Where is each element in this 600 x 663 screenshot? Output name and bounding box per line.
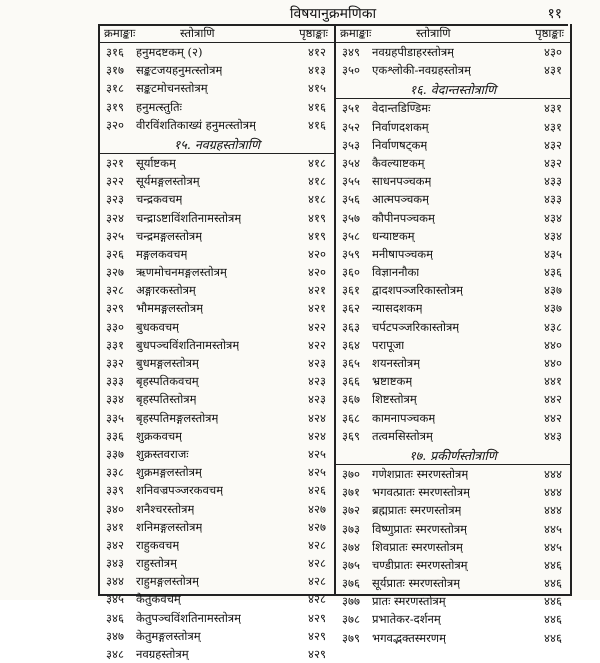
entry-title: भौममङ्गलस्तोत्रम् [136,301,204,316]
entry-title: केतुपञ्चविंशतिनामस्तोत्रम् [136,610,242,625]
entry-number: ३६५ [342,356,360,370]
index-entry [100,463,334,481]
entry-title: ब्रह्मप्रातः स्मरणस्तोत्रम् [372,503,462,518]
entry-page: ४१८ [308,174,326,189]
index-entry [100,79,334,97]
entry-page: ४१९ [308,210,326,225]
entry-page: ४३७ [544,283,562,298]
index-entry [336,154,570,172]
entry-page: ४२६ [308,483,326,498]
index-entry [336,556,570,574]
entry-number: ३५० [342,63,360,78]
entry-title: चण्डीप्रातः स्मरणस्तोत्रम् [372,557,468,572]
entry-page: ४२८ [308,556,326,571]
entry-page: ४२७ [308,519,326,534]
index-entry [336,427,570,445]
entry-page: ४३४ [544,210,562,225]
entry-number: ३५६ [342,192,360,207]
entry-number: ३५९ [342,246,360,261]
index-entry [100,481,334,499]
entry-number: ३३२ [106,356,124,370]
header-kramank: क्रमाङ्काः [104,26,136,40]
entry-page: ४१३ [308,63,326,78]
entry-page: ४३२ [544,137,562,152]
entry-title: शिवप्रातः स्मरणस्तोत्रम् [372,539,463,554]
entry-number: ३१७ [106,63,124,78]
header-stotrani: स्तोत्राणि [180,26,215,40]
header-prishthank: पृष्ठाङ्काः [535,26,564,40]
entry-number: ३३९ [106,483,124,498]
entry-page: ४२९ [308,628,326,643]
entry-number: ३१६ [106,45,124,59]
section-title: १५. नवग्रहस्तोत्राणि [173,136,261,152]
entry-number: ३४५ [106,592,124,607]
entry-title: सङ्कटमोचनस्तोत्रम् [136,81,208,96]
entry-number: ३३१ [106,337,124,352]
index-entry [336,574,570,592]
entry-page: ४४६ [544,612,562,627]
entry-page: ४४५ [544,521,562,536]
entry-title: न्यासदशकम् [372,301,423,316]
entry-number: ३७८ [342,612,360,627]
entry-page: ४४४ [544,503,562,518]
index-entry [100,354,334,372]
entry-page: ४१८ [308,192,326,207]
entry-number: ३३७ [106,446,124,461]
index-entry [100,409,334,427]
entry-number: ३६४ [342,337,360,352]
index-entry [100,645,334,663]
index-entry [336,61,570,79]
right-rows [336,43,570,647]
index-entry [100,299,334,317]
left-rows [100,43,334,663]
section-title: १६. वेदान्तस्तोत्राणि [409,82,497,98]
entry-number: ३३६ [106,428,124,443]
index-entry [336,629,570,647]
entry-number: ३४४ [106,574,124,589]
entry-page: ४२० [308,246,326,261]
entry-number: ३२३ [106,192,124,207]
entry-page: ४४४ [544,485,562,500]
entry-title: चन्द्रमङ्गलस्तोत्रम् [136,228,203,243]
entry-page: ४१६ [308,99,326,114]
entry-number: ३७२ [342,503,360,518]
index-entry [336,172,570,190]
entry-page: ४४० [544,356,562,370]
index-entry [336,390,570,408]
entry-title: भ्रष्टाष्टकम् [372,374,413,389]
entry-title: सूर्याष्टकम् [136,155,176,170]
entry-number: ३५३ [342,137,360,152]
entry-title: मङ्गलकवचम् [136,246,188,261]
entry-title: धन्याष्टकम् [372,228,415,243]
entry-title: तत्वमसिस्तोत्रम् [372,428,433,443]
entry-title: भगवद्भक्तस्मरणम् [372,630,446,645]
right-column [336,24,570,645]
entry-number: ३७० [342,466,360,481]
entry-title: बृहस्पतिकवचम् [136,374,199,389]
entry-title: बृहस्पतिस्तोत्रम् [136,392,197,407]
index-entry [100,227,334,245]
entry-number: ३५१ [342,101,360,116]
entry-number: ३२२ [106,174,124,189]
entry-page: ४२२ [308,337,326,352]
entry-number: ३६९ [342,428,360,443]
index-entry [100,116,334,134]
entry-title: शिष्टस्तोत्रम् [372,392,417,407]
entry-title: प्रातः स्मरणस्तोत्रम् [372,594,446,609]
entry-page: ४३६ [544,265,562,280]
entry-title: बुधपञ्चविंशतिनामस्तोत्रम् [136,337,240,352]
entry-title: विज्ञाननौका [372,265,420,280]
entry-title: कैवल्याष्टकम् [372,155,425,170]
entry-number: ३२१ [106,155,124,170]
entry-title: बृहस्पतिमङ्गलस्तोत्रम् [136,410,219,425]
entry-title: राहुस्तोत्रम् [136,556,178,571]
index-entry [336,209,570,227]
header-prishthank: पृष्ठाङ्काः [299,26,328,40]
entry-page: ४४६ [544,594,562,609]
entry-page: ४४६ [544,630,562,645]
entry-title: शयनस्तोत्रम् [372,356,421,370]
section-heading [336,79,570,99]
entry-title: भगवत्प्रातः स्मरणस्तोत्रम् [372,485,470,500]
entry-number: ३६७ [342,392,360,407]
entry-number: ३७४ [342,539,360,554]
index-entry [336,501,570,519]
entry-number: ३६६ [342,374,360,389]
entry-page: ४३१ [544,119,562,134]
index-entry [336,354,570,372]
entry-title: निर्वाणषट्कम् [372,137,428,152]
entry-number: ३५२ [342,119,360,134]
entry-number: ३६२ [342,301,360,316]
index-entry [100,518,334,536]
entry-page: ४४६ [544,576,562,591]
index-entry [100,390,334,408]
index-entry [336,336,570,354]
entry-page: ४४२ [544,392,562,407]
entry-page: ४३३ [544,174,562,189]
column-header [100,24,334,43]
index-entry [336,520,570,538]
section-title: १७. प्रकीर्णस्तोत्राणि [409,447,497,463]
index-entry [336,263,570,281]
entry-page: ४२५ [308,465,326,480]
entry-title: कामनापञ्चकम् [372,410,436,425]
entry-title: चर्पटपञ्जरिकास्तोत्रम् [372,319,460,334]
entry-page: ४३० [544,45,562,59]
entry-number: ३२९ [106,301,124,316]
entry-page: ४३८ [544,319,562,334]
entry-title: शुक्रकवचम् [136,428,183,443]
entry-page: ४२९ [308,610,326,625]
entry-page: ४४२ [544,410,562,425]
entry-title: ऋणमोचनमङ्गलस्तोत्रम् [136,265,227,280]
index-entry [100,154,334,172]
entry-number: ३२७ [106,265,124,280]
entry-title: केतुमङ्गलस्तोत्रम् [136,628,201,643]
entry-number: ३१९ [106,99,124,114]
index-entry [100,336,334,354]
entry-page: ४२३ [308,374,326,389]
entry-number: ३४७ [106,628,124,643]
entry-page: ४२८ [308,574,326,589]
entry-title: विष्णुप्रातः स्मरणस्तोत्रम् [372,521,468,536]
header-kramank: क्रमाङ्काः [340,26,372,40]
index-entry [100,445,334,463]
entry-page: ४२२ [308,319,326,334]
entry-title: परापूजा [372,337,405,352]
index-entry [336,483,570,501]
entry-page: ४१२ [308,45,326,59]
entry-number: ३२४ [106,210,124,225]
entry-title: सङ्कटजयहनुमत्स्तोत्रम् [136,63,223,78]
entry-title: नवग्रहपीडाहरस्तोत्रम् [372,45,455,59]
entry-number: ३२५ [106,228,124,243]
entry-number: ३५७ [342,210,360,225]
left-column [100,24,336,661]
index-entry [100,627,334,645]
index-entry [336,99,570,117]
entry-title: मनीषापञ्चकम् [372,246,434,261]
entry-page: ४२८ [308,537,326,552]
entry-title: नवग्रहस्तोत्रम् [136,647,189,661]
index-entry [100,572,334,590]
index-entry [100,190,334,208]
entry-title: सूर्यमङ्गलस्तोत्रम् [136,174,200,189]
entry-page: ४१५ [308,81,326,96]
entry-title: वेदान्तडिण्डिमः [372,101,431,116]
entry-number: ३७७ [342,594,360,609]
entry-number: ३७१ [342,485,360,500]
entry-page: ४२८ [308,592,326,607]
page-header [98,2,568,26]
entry-title: शनिमङ्गलस्तोत्रम् [136,519,203,534]
entry-number: ३६० [342,265,360,280]
section-heading [100,134,334,154]
entry-number: ३२६ [106,246,124,261]
index-entry [100,536,334,554]
entry-page: ४२३ [308,392,326,407]
entry-title: शनैश्चरस्तोत्रम् [136,501,195,516]
entry-title: कौपीनपञ्चकम् [372,210,435,225]
entry-title: प्रभातेकर-दर्शनम् [372,612,441,627]
index-entry [336,281,570,299]
entry-title: राहुकवचम् [136,537,180,552]
entry-title: बुधमङ्गलस्तोत्रम् [136,356,199,370]
entry-number: ३५८ [342,228,360,243]
entry-number: ३७६ [342,576,360,591]
index-entry [336,409,570,427]
entry-title: आत्मपञ्चकम् [372,192,430,207]
entry-page: ४२१ [308,301,326,316]
entry-number: ३७९ [342,630,360,645]
page-title: विषयानुक्रमणिका [289,6,377,22]
entry-page: ४४६ [544,557,562,572]
index-entry [336,299,570,317]
entry-number: ३६३ [342,319,360,334]
entry-number: ३५५ [342,174,360,189]
entry-number: ३४१ [106,519,124,534]
entry-title: वीरविंशतिकाख्यं हनुमत्स्तोत्रम् [136,117,256,132]
entry-number: ३६१ [342,283,360,298]
entry-page: ४१९ [308,228,326,243]
entry-title: अङ्गारकस्तोत्रम् [136,283,196,298]
entry-page: ४४५ [544,539,562,554]
index-entry [100,427,334,445]
entry-number: ३४३ [106,556,124,571]
index-entry [336,245,570,263]
index-entry [336,136,570,154]
index-entry [336,592,570,610]
index-entry [336,190,570,208]
entry-number: ३७३ [342,521,360,536]
header-stotrani: स्तोत्राणि [416,26,451,40]
index-entry [100,263,334,281]
entry-number: ३२८ [106,283,124,298]
index-entry [336,118,570,136]
index-entry [100,43,334,61]
index-entry [100,61,334,79]
entry-number: ३३८ [106,465,124,480]
entry-title: साधनपञ्चकम् [372,174,432,189]
entry-page: ४३५ [544,246,562,261]
index-entry [100,554,334,572]
entry-page: ४३३ [544,192,562,207]
entry-number: ३३४ [106,392,124,407]
entry-title: हनुमदष्टकम् (२) [136,45,203,59]
index-entry [336,465,570,483]
entry-page: ४२१ [308,283,326,298]
entry-page: ४४१ [544,374,562,389]
index-entry [336,372,570,390]
entry-title: बुधकवचम् [136,319,180,334]
column-header [336,24,570,43]
entry-number: ३५४ [342,155,360,170]
entry-page: ४४० [544,337,562,352]
entry-title: चन्द्रकवचम् [136,192,183,207]
entry-number: ३३० [106,319,124,334]
entry-page: ४३१ [544,63,562,78]
entry-number: ३४२ [106,537,124,552]
index-entry [336,318,570,336]
entry-page: ४२७ [308,501,326,516]
entry-number: ३६८ [342,410,360,425]
index-entry [100,98,334,116]
entry-title: राहुमङ्गलस्तोत्रम् [136,574,199,589]
entry-title: गणेशप्रातः स्मरणस्तोत्रम् [372,466,469,481]
entry-number: ३२० [106,117,124,132]
entry-number: ३३५ [106,410,124,425]
entry-number: ३३३ [106,374,124,389]
entry-page: ४३७ [544,301,562,316]
entry-page: ४२४ [308,428,326,443]
entry-page: ४२५ [308,446,326,461]
entry-title: शनिवज्रपञ्जरकवचम् [136,483,224,498]
entry-number: ३४६ [106,610,124,625]
entry-number: ३१८ [106,81,124,96]
entry-number: ३४८ [106,647,124,661]
entry-title: केतुकवचम् [136,592,181,607]
section-heading [336,445,570,465]
index-entry [100,500,334,518]
entry-page: ४३२ [544,155,562,170]
entry-page: ४२४ [308,410,326,425]
entry-number: ३४० [106,501,124,516]
entry-title: शुक्रमङ्गलस्तोत्रम् [136,465,202,480]
entry-number: ३४९ [342,45,360,59]
index-entry [100,209,334,227]
index-entry [100,318,334,336]
entry-title: निर्वाणदशकम् [372,119,429,134]
index-table [98,24,572,661]
index-entry [336,610,570,628]
entry-title: सूर्यप्रातः स्मरणस्तोत्रम् [372,576,461,591]
entry-page: ४२३ [308,356,326,370]
entry-page: ४४४ [544,466,562,481]
index-entry [336,227,570,245]
page-number: ११ [547,6,562,22]
entry-page: ४३४ [544,228,562,243]
entry-page: ४४३ [544,428,562,443]
entry-title: हनुमत्स्तुतिः [136,99,182,114]
entry-page: ४१६ [308,117,326,132]
index-entry [336,43,570,61]
index-entry [336,538,570,556]
index-entry [100,172,334,190]
entry-title: शुक्रस्तवराजः [136,446,189,461]
index-entry [100,281,334,299]
entry-page: ४१८ [308,155,326,170]
entry-page: ४३१ [544,101,562,116]
entry-number: ३७५ [342,557,360,572]
entry-title: एकश्लोकी-नवग्रहस्तोत्रम् [372,63,472,78]
entry-page: ४२९ [308,647,326,661]
index-entry [100,609,334,627]
entry-title: द्वादशपञ्जरिकास्तोत्रम् [372,283,464,298]
index-entry [100,372,334,390]
entry-page: ४२० [308,265,326,280]
entry-title: चन्द्राऽष्टाविंशतिनामस्तोत्रम् [136,210,242,225]
index-entry [100,245,334,263]
